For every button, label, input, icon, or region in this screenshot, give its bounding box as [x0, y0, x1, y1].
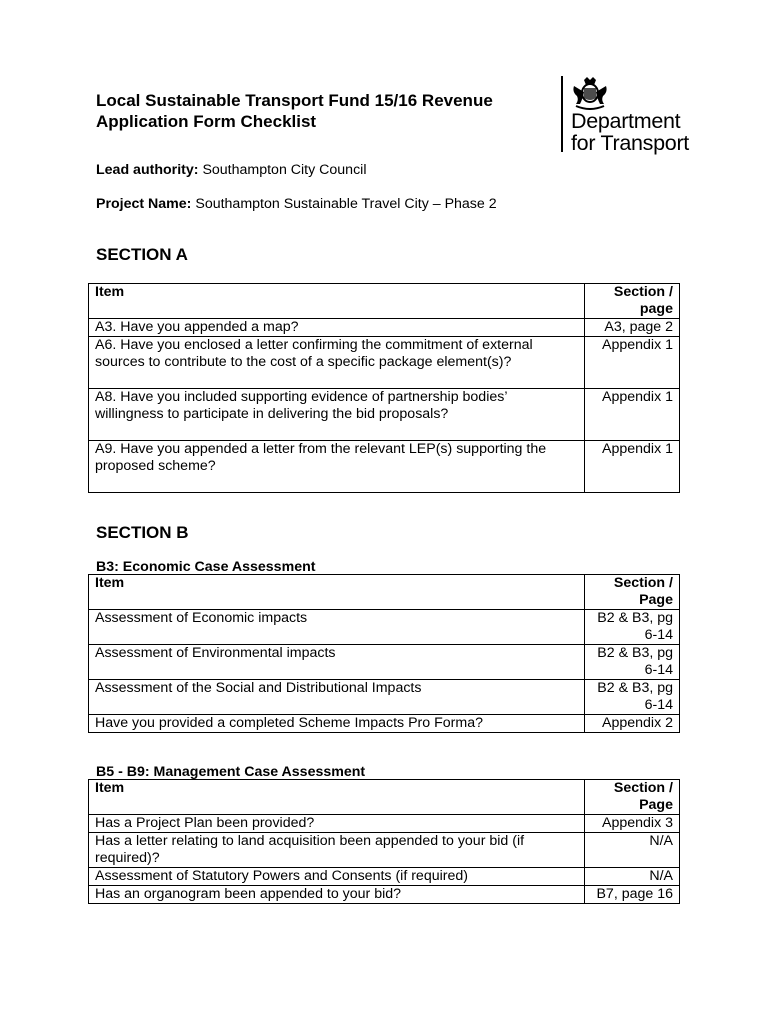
project-name-value: Southampton Sustainable Travel City – Phase 2: [195, 196, 497, 212]
column-header-section: Section / Page: [585, 780, 680, 815]
row-section: B2 & B3, pg 6-14: [585, 680, 680, 715]
table-row: [89, 833, 680, 868]
section-a-heading: SECTION A: [96, 245, 188, 264]
row-section: A3, page 2: [585, 319, 680, 337]
lead-authority-label: Lead authority:: [96, 162, 199, 178]
department-logo-text: [571, 110, 689, 154]
row-section: Appendix 3: [585, 815, 680, 833]
table-row: [89, 319, 680, 337]
column-header-item: Item: [89, 575, 585, 610]
table-header-row: [89, 780, 680, 815]
row-section: Appendix 1: [585, 337, 680, 389]
logo-line-2: for Transport: [571, 131, 689, 155]
lead-authority-value: Southampton City Council: [202, 162, 367, 178]
row-item: Assessment of Environmental impacts: [89, 645, 585, 680]
section-a-table: [88, 283, 680, 493]
table-row: [89, 389, 680, 441]
table-row: [89, 715, 680, 733]
column-header-item: Item: [89, 284, 585, 319]
b5-b9-title: B5 - B9: Management Case Assessment: [96, 764, 366, 780]
row-section: Appendix 1: [585, 389, 680, 441]
project-name: [96, 195, 497, 213]
row-section: B7, page 16: [585, 886, 680, 904]
row-item: Assessment of Economic impacts: [89, 610, 585, 645]
table-row: [89, 610, 680, 645]
row-item: Have you provided a completed Scheme Impacts Pro Forma?: [89, 715, 585, 733]
row-section: Appendix 2: [585, 715, 680, 733]
row-item: A3. Have you appended a map?: [89, 319, 585, 337]
table-row: [89, 337, 680, 389]
table-row: [89, 868, 680, 886]
row-item: Has an organogram been appended to your bid?: [89, 886, 585, 904]
row-item: A6. Have you enclosed a letter confirming the commitment of external sources to contribute to the cost of a specific package element(s)?: [89, 337, 585, 389]
row-section: B2 & B3, pg 6-14: [585, 645, 680, 680]
row-item: Has a Project Plan been provided?: [89, 815, 585, 833]
row-section: B2 & B3, pg 6-14: [585, 610, 680, 645]
table-row: [89, 645, 680, 680]
b3-table: [88, 574, 680, 733]
logo-divider: [561, 76, 563, 152]
section-b-heading: SECTION B: [96, 523, 189, 542]
table-header-row: [89, 575, 680, 610]
column-header-item: Item: [89, 780, 585, 815]
table-header-row: [89, 284, 680, 319]
column-header-section: Section / Page: [585, 575, 680, 610]
logo-line-1: Department: [571, 109, 681, 133]
lead-authority: [96, 161, 366, 179]
b3-title: B3: Economic Case Assessment: [96, 559, 316, 575]
row-item: Assessment of Statutory Powers and Consents (if required): [89, 868, 585, 886]
page-title: Local Sustainable Transport Fund 15/16 Revenue Application Form Checklist: [96, 91, 493, 131]
row-section: N/A: [585, 833, 680, 868]
royal-crest-icon: [570, 76, 610, 110]
row-section: N/A: [585, 868, 680, 886]
row-item: A8. Have you included supporting evidence of partnership bodies’ willingness to participate in delivering the bid proposals?: [89, 389, 585, 441]
column-header-section: Section / page: [585, 284, 680, 319]
table-row: [89, 815, 680, 833]
table-row: [89, 680, 680, 715]
table-row: [89, 886, 680, 904]
b5-b9-table: [88, 779, 680, 904]
row-item: A9. Have you appended a letter from the relevant LEP(s) supporting the proposed scheme?: [89, 441, 585, 493]
row-item: Assessment of the Social and Distributional Impacts: [89, 680, 585, 715]
row-item: Has a letter relating to land acquisition been appended to your bid (if required)?: [89, 833, 585, 868]
table-row: [89, 441, 680, 493]
row-section: Appendix 1: [585, 441, 680, 493]
project-name-label: Project Name:: [96, 196, 192, 212]
